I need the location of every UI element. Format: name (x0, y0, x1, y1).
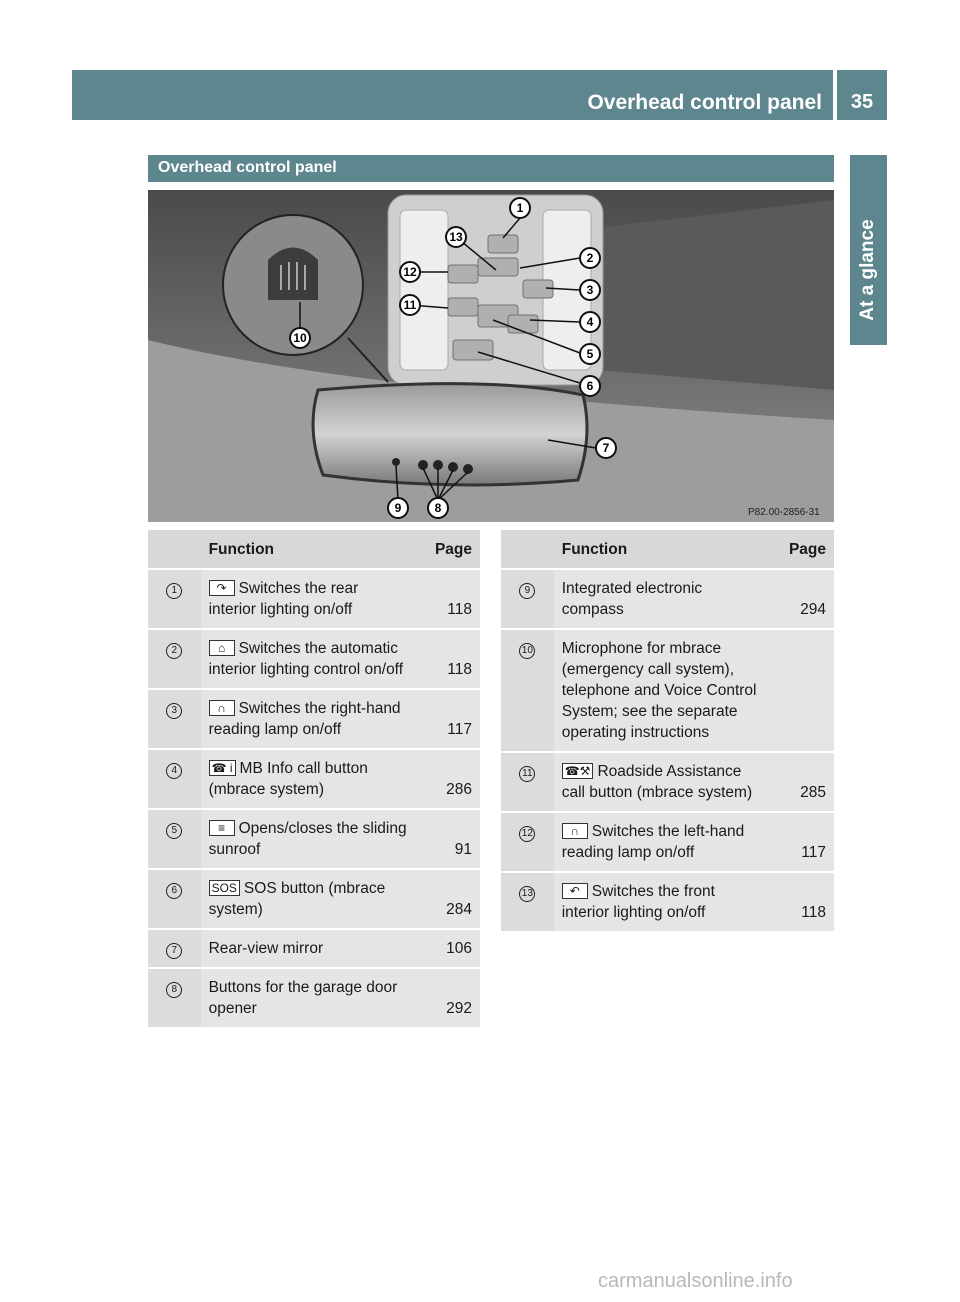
table-row (148, 870, 480, 928)
table-row (148, 930, 480, 967)
table-row (501, 873, 834, 931)
function-text: Switches the right-hand reading lamp on/off (208, 700, 401, 738)
page-ref: 292 (417, 969, 480, 1027)
col-function: Function (554, 530, 771, 568)
table-row (501, 753, 834, 811)
page-ref: 118 (417, 630, 480, 688)
row-number: 4 (166, 763, 182, 779)
table-row (501, 570, 834, 628)
row-number: 2 (166, 643, 182, 659)
row-number: 11 (519, 766, 535, 782)
function-text: Rear-view mirror (208, 940, 324, 957)
page-ref: 285 (771, 753, 834, 811)
table-row (148, 690, 480, 748)
table-row (501, 630, 834, 751)
col-function: Function (201, 530, 418, 568)
function-symbol-icon: ≡ (209, 820, 235, 836)
function-text: SOS button (mbrace system) (208, 880, 386, 918)
page-ref: 284 (417, 870, 480, 928)
callout-6: 6 (586, 379, 594, 393)
callout-4: 4 (586, 315, 594, 329)
callout-9: 9 (394, 501, 402, 515)
function-text: Switches the left-hand reading lamp on/off (561, 823, 745, 861)
row-number: 7 (166, 943, 182, 959)
callout-7: 7 (602, 441, 610, 455)
table-row (148, 750, 480, 808)
callout-5: 5 (586, 347, 594, 361)
row-number: 1 (166, 583, 182, 599)
function-text: Buttons for the garage door opener (208, 979, 398, 1017)
row-number: 10 (519, 643, 535, 659)
row-number: 9 (519, 583, 535, 599)
callout-8: 8 (434, 501, 442, 515)
page-ref: 118 (417, 570, 480, 628)
callout-13: 13 (449, 230, 463, 244)
col-page: Page (771, 530, 834, 568)
function-symbol-icon: ↶ (562, 883, 588, 899)
side-label: At a glance (857, 219, 878, 321)
callout-2: 2 (586, 251, 594, 265)
watermark: carmanualsonline.info (598, 1270, 793, 1292)
row-number: 8 (166, 982, 182, 998)
function-text: Opens/closes the sliding sunroof (208, 820, 407, 858)
function-symbol-icon: ∩ (562, 823, 588, 839)
function-text: Switches the rear interior lighting on/off (208, 580, 359, 618)
function-text: Switches the automatic interior lighting control on/off (208, 640, 404, 678)
header-title: Overhead control panel (587, 91, 822, 114)
callout-11: 11 (403, 298, 417, 312)
page-ref: 106 (417, 930, 480, 967)
function-table-right (501, 528, 834, 933)
row-number: 6 (166, 883, 182, 899)
page-ref: 91 (417, 810, 480, 868)
table-row (501, 813, 834, 871)
function-text: Microphone for mbrace (emergency call system), telephone and Voice Control System; see the separate operating instructions (561, 640, 757, 741)
function-text: Integrated electronic compass (561, 580, 703, 618)
page-ref: 117 (771, 813, 834, 871)
section-title: Overhead control panel (158, 159, 337, 176)
page-ref (771, 630, 834, 751)
col-page: Page (417, 530, 480, 568)
overhead-panel-figure (148, 190, 834, 522)
table-row (148, 630, 480, 688)
callout-1: 1 (516, 201, 524, 215)
function-symbol-icon: ⌂ (209, 640, 235, 656)
function-text: MB Info call button (mbrace system) (208, 760, 368, 798)
photo-code: P82.00-2856-31 (748, 507, 820, 518)
function-symbol-icon: SOS (209, 880, 240, 896)
callout-3: 3 (586, 283, 594, 297)
function-symbol-icon: ☎ i (209, 760, 236, 776)
page-ref: 117 (417, 690, 480, 748)
page-number: 35 (850, 91, 874, 113)
function-symbol-icon: ↷ (209, 580, 235, 596)
function-symbol-icon: ∩ (209, 700, 235, 716)
function-symbol-icon: ☎⚒ (562, 763, 594, 779)
function-text: Roadside Assistance call button (mbrace system) (561, 763, 753, 801)
overhead-panel-illustration (148, 190, 834, 522)
row-number: 12 (519, 826, 535, 842)
row-number: 3 (166, 703, 182, 719)
page-ref: 118 (771, 873, 834, 931)
page-ref: 286 (417, 750, 480, 808)
table-row (148, 570, 480, 628)
row-number: 13 (519, 886, 535, 902)
table-row (148, 969, 480, 1027)
page-ref: 294 (771, 570, 834, 628)
row-number: 5 (166, 823, 182, 839)
table-row (148, 810, 480, 868)
function-table-left (148, 528, 480, 1029)
header-divider (833, 70, 837, 120)
callout-10: 10 (293, 331, 307, 345)
callout-12: 12 (403, 265, 417, 279)
function-text: Switches the front interior lighting on/off (561, 883, 715, 921)
